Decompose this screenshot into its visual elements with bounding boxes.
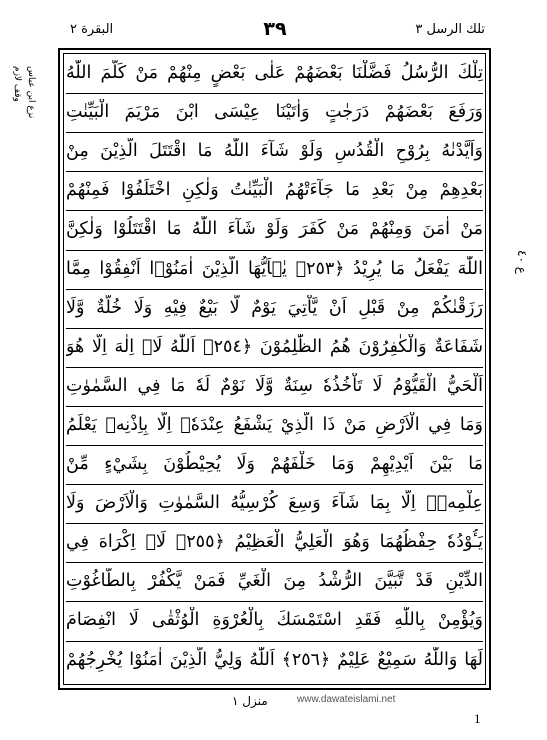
line-divider <box>66 250 483 251</box>
text-line: وَمَا فِي الْاَرْضِ مَنْ ذَا الَّذِيْ يَشْفَعُ عِنْدَهٗۤ اِلَّا بِاِذْنِهٖ يَعْلَمُ <box>66 414 483 435</box>
margin-note-waqf: وقف لازم <box>12 66 22 102</box>
surah-name: البقرة ٢ <box>70 22 114 37</box>
manzil-label: منزل ١ <box>232 694 268 708</box>
line-divider <box>66 328 483 329</box>
line-divider <box>66 171 483 172</box>
line-divider <box>66 641 483 642</box>
line-divider <box>66 93 483 94</box>
text-line: لَهَا وَاللّٰهُ سَمِيْعٌ عَلِيْمٌ ﴿٢٥٦﴾ اَللّٰهُ وَلِيُّ الَّذِيْنَ اٰمَنُوْا يُخْرِجُهُمْ <box>66 649 483 670</box>
text-line: يَـُٔوْدُهٗ حِفْظُهُمَا وَهُوَ الْعَلِيُّ الْعَظِيْمُ ﴿٢٥٥﴾ لَاۤ اِكْرَاهَ فِي <box>66 532 483 553</box>
line-divider <box>66 601 483 602</box>
text-line: اَلْحَيُّ الْقَيُّوْمُ لَا تَاْخُذُهٗ سِنَةٌ وَّلَا نَوْمٌ لَهٗ مَا فِي السَّمٰوٰتِ <box>66 375 483 396</box>
line-divider <box>66 210 483 211</box>
text-line: اللّٰهَ يَفْعَلُ مَا يُرِيْدُ ﴿٢٥٣﴾ يٰۤاَيُّهَا الَّذِيْنَ اٰمَنُوْۤا اَنْفِقُوْا مِمَّا <box>66 258 483 279</box>
text-line: بَعْدِهِمْ مِنْ بَعْدِ مَا جَآءَتْهُمُ الْبَيِّنٰتُ وَلٰكِنِ اخْتَلَفُوْا فَمِنْهُمْ <box>66 180 483 201</box>
margin-note-nuzul: نزع ابن عباس <box>26 66 36 119</box>
line-divider <box>66 484 483 485</box>
text-line: مَنْ اٰمَنَ وَمِنْهُمْ مَنْ كَفَرَ وَلَوْ شَآءَ اللّٰهُ مَا اقْتَتَلُوْا وَلٰكِنَّ <box>66 219 483 240</box>
margin-note-ruku: ع ٤٠ <box>515 250 529 274</box>
text-line: شَفَاعَةٌ وَالْكٰفِرُوْنَ هُمُ الظّٰلِمُوْنَ ﴿٢٥٤﴾ اَللّٰهُ لَاۤ اِلٰهَ اِلَّا هُوَ <box>66 336 483 357</box>
text-line: وَرَفَعَ بَعْضَهُمْ دَرَجٰتٍ وَاٰتَيْنَا عِيْسَى ابْنَ مَرْيَمَ الْبَيِّنٰتِ <box>66 102 483 123</box>
text-line: مَا بَيْنَ اَيْدِيْهِمْ وَمَا خَلْفَهُمْ وَلَا يُحِيْطُوْنَ بِشَيْءٍ مِّنْ <box>66 454 483 474</box>
line-divider <box>66 445 483 446</box>
text-line: رَزَقْنٰكُمْ مِنْ قَبْلِ اَنْ يَّاْتِيَ يَوْمٌ لَّا بَيْعٌ فِيْهِ وَلَا خُلَّةٌ وَّلَا <box>66 297 483 318</box>
line-divider <box>66 289 483 290</box>
text-line: وَاَيَّدْنٰهُ بِرُوْحِ الْقُدُسِ وَلَوْ شَآءَ اللّٰهُ مَا اقْتَتَلَ الَّذِيْنَ مِنْ <box>66 141 483 162</box>
text-line: عِلْمِهٖۤ اِلَّا بِمَا شَآءَ وَسِعَ كُرْسِيُّهُ السَّمٰوٰتِ وَالْاَرْضَ وَلَا <box>66 493 483 514</box>
line-divider <box>66 132 483 133</box>
website-url: www.dawateislami.net <box>297 694 396 705</box>
line-divider <box>66 562 483 563</box>
line-divider <box>66 367 483 368</box>
text-line: تِلْكَ الرُّسُلُ فَضَّلْنَا بَعْضَهُمْ عَلٰى بَعْضٍ مِنْهُمْ مَنْ كَلَّمَ اللّٰهُ <box>66 63 483 83</box>
juz-name: تلك الرسل ٣ <box>415 22 485 37</box>
line-divider <box>66 523 483 524</box>
line-divider <box>66 406 483 407</box>
page-number-footer: 1 <box>474 711 481 726</box>
text-line: وَيُؤْمِنْ بِاللّٰهِ فَقَدِ اسْتَمْسَكَ بِالْعُرْوَةِ الْوُثْقٰى لَا انْفِصَامَ <box>66 610 483 631</box>
text-line: الدِّيْنِ قَدْ تَّبَيَّنَ الرُّشْدُ مِنَ الْغَيِّ فَمَنْ يَّكْفُرْ بِالطَّاغُوْتِ <box>66 571 483 592</box>
page-number-header: ٣٩ <box>263 18 287 40</box>
